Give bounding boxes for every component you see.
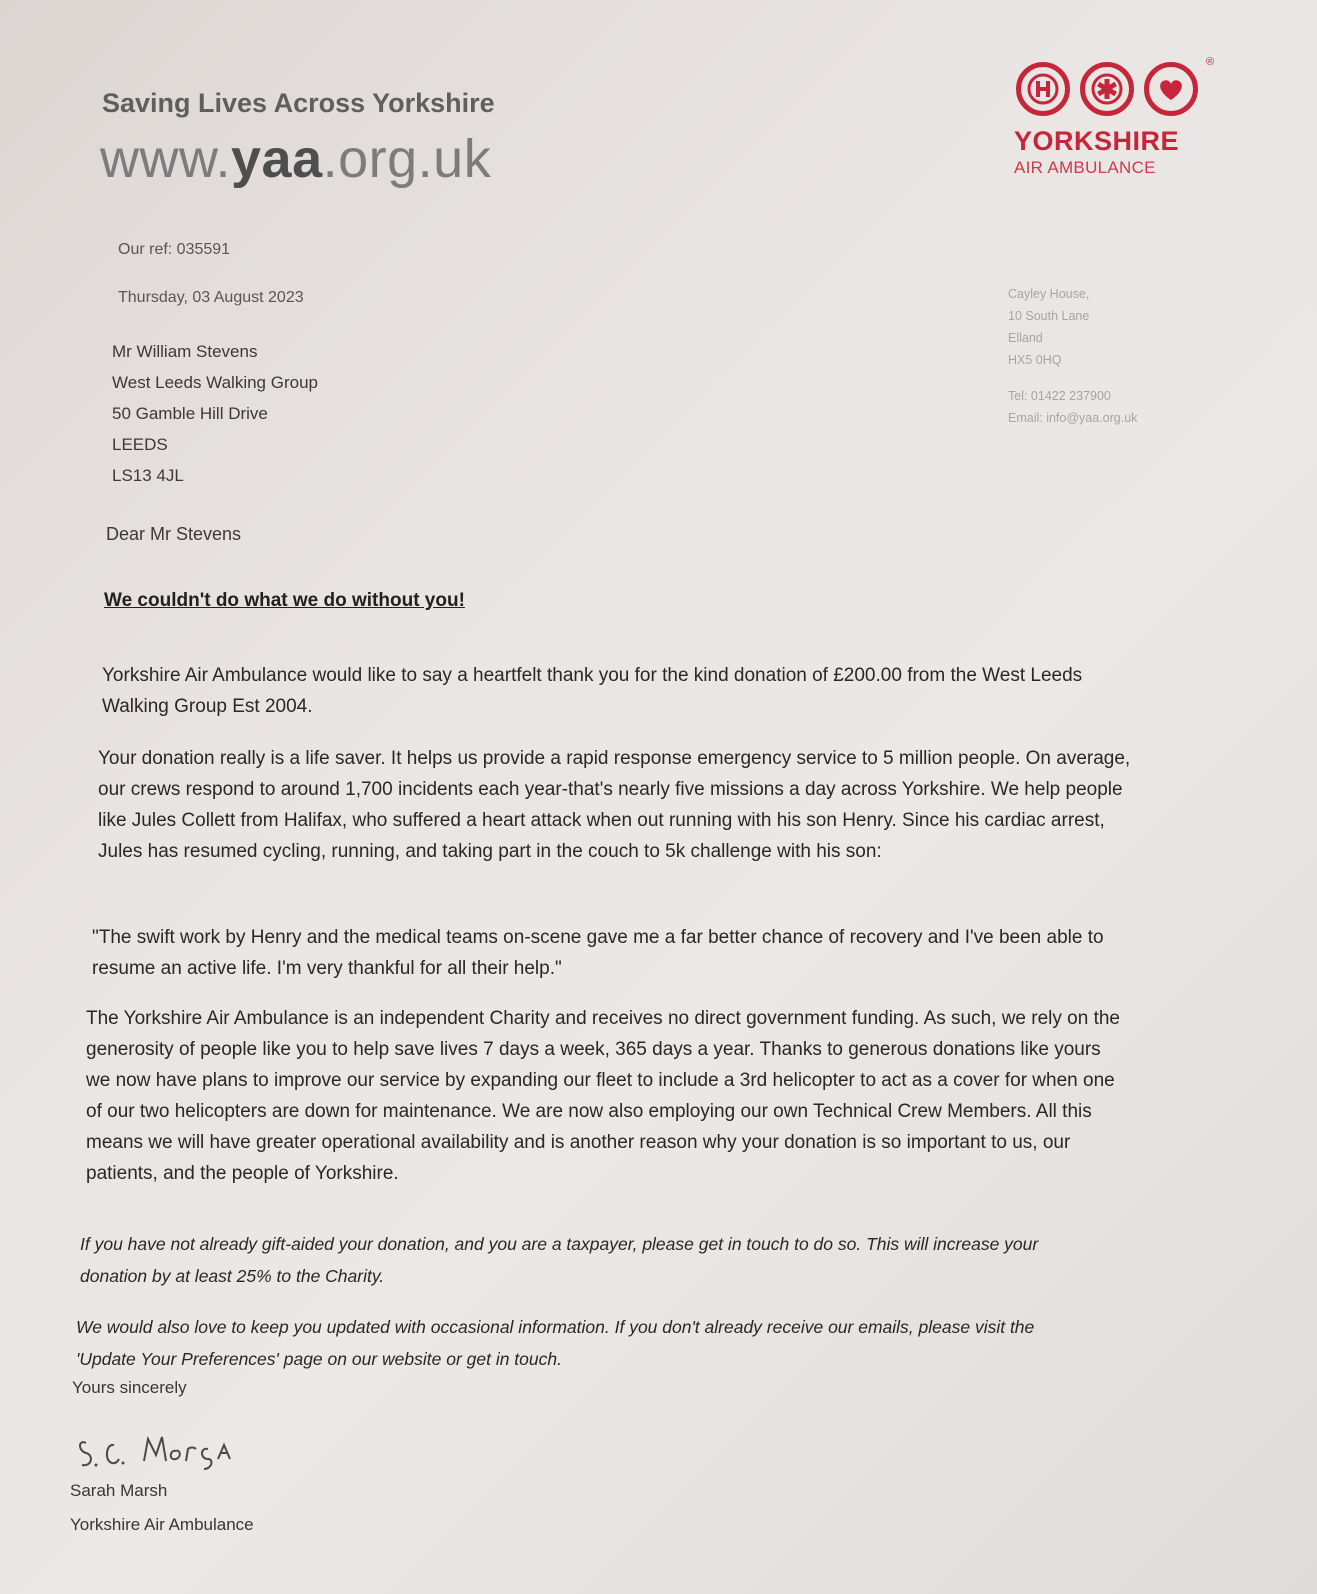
recipient-line: 50 Gamble Hill Drive <box>112 404 268 423</box>
website-prefix: www. <box>100 129 232 189</box>
closing: Yours sincerely <box>72 1378 187 1397</box>
sender-address-line: Cayley House, <box>1008 287 1090 301</box>
sender-tel: Tel: 01422 237900 <box>1008 389 1111 403</box>
sender-address <box>1008 283 1137 429</box>
website-suffix: .org.uk <box>322 129 492 189</box>
signer-organisation: Yorkshire Air Ambulance <box>70 1515 254 1534</box>
website-url <box>100 128 491 190</box>
recipient-line: Mr William Stevens <box>112 342 258 361</box>
salutation: Dear Mr Stevens <box>106 524 242 544</box>
h-icon <box>1016 62 1070 116</box>
sender-address-line: Elland <box>1008 331 1043 345</box>
signature <box>72 1425 272 1475</box>
letter-subject: We couldn't do what we do without you! <box>104 590 465 611</box>
signer-block <box>70 1474 254 1542</box>
recipient-address <box>112 336 318 491</box>
recipient-line: LEEDS <box>112 435 168 454</box>
gift-aid-paragraph: If you have not already gift-aided your donation, and you are a taxpayer, please get in touch to do so. This will increase your donation by at least 25% to the Charity. <box>80 1234 1039 1286</box>
recipient-line: LS13 4JL <box>112 466 184 485</box>
website-domain: yaa <box>231 129 323 189</box>
body-paragraph: Your donation really is a life saver. It helps us provide a rapid response emergency service to 5 million people. On average, our crews respond to around 1,700 incidents each year-that's nearly five missions a day across Yorkshire. We help people like Jules Collett from Halifax, who suffered a heart attack when out running with his son Henry. Since his cardiac arrest, Jules has resumed cycling, running, and taking part in the couch to 5k challenge with his son: <box>98 748 1131 862</box>
sender-address-line: HX5 0HQ <box>1008 353 1062 367</box>
preferences-paragraph: We would also love to keep you updated with occasional information. If you don't already receive our emails, please visit the 'Update Your Preferences' page on our website or get in touch. <box>76 1317 1035 1369</box>
logo-name: YORKSHIRE <box>1014 126 1180 156</box>
recipient-line: West Leeds Walking Group <box>112 373 318 392</box>
sender-email: Email: info@yaa.org.uk <box>1008 411 1138 425</box>
star-of-life-icon <box>1080 62 1134 116</box>
quote-paragraph: "The swift work by Henry and the medical teams on-scene gave me a far better chance of recovery and I've been able to resume an active life. I'm very thankful for all their help." <box>92 927 1104 979</box>
logo-icons <box>1012 56 1222 124</box>
logo-subtitle: AIR AMBULANCE <box>1014 158 1156 177</box>
our-ref: Our ref: 035591 <box>118 241 231 258</box>
body-paragraph: Yorkshire Air Ambulance would like to say a heartfelt thank you for the kind donation of £200.00 from the West Leeds Walking Group Est 2004. <box>102 665 1083 717</box>
registered-mark: ® <box>1206 56 1215 68</box>
tagline: Saving Lives Across Yorkshire <box>102 88 495 118</box>
signer-name: Sarah Marsh <box>70 1481 168 1500</box>
body-paragraph: The Yorkshire Air Ambulance is an independent Charity and receives no direct government funding. As such, we rely on the generosity of people like you to help save lives 7 days a week, 365 days a year. Thanks to generous donations like yours we now have plans to improve our service by expanding our fleet to include a 3rd helicopter to act as a cover for when one of our two helicopters are down for maintenance. We are now also employing our own Technical Crew Members. All this means we will have greater operational availability and is another reason why your donation is so important to us, our patients, and the people of Yorkshire. <box>86 1008 1120 1184</box>
letter-date: Thursday, 03 August 2023 <box>118 289 304 306</box>
yaa-logo <box>1012 56 1232 177</box>
heart-icon <box>1144 62 1198 116</box>
sender-address-line: 10 South Lane <box>1008 309 1090 323</box>
